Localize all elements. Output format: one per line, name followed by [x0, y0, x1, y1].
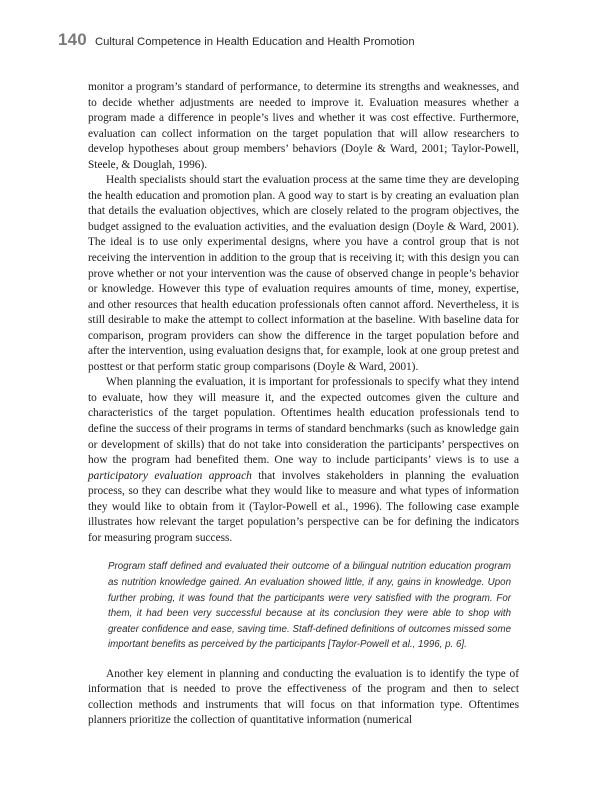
- paragraph-4: Another key element in planning and conducting the evaluation is to identify the type of information that is needed to prove the effectiveness of the program and then to select collection methods and instruments that will focus on that information type. Oftentimes planners prioritize the collection of quantitative information (numerical: [88, 667, 519, 727]
- paragraph-3-emphasis: participatory evaluation approach: [88, 469, 252, 482]
- running-header: [58, 30, 558, 50]
- page-number: 140: [58, 30, 87, 49]
- case-example-quote: Program staff defined and evaluated their outcome of a bilingual nutrition education program as nutrition knowledge gained. An evaluation showed little, if any, gains in knowledge. Upon further probing, it was found that the participants were very satisfied with the program. For them, it had been very successful because at its conclusion they were able to shop with greater confidence and ease, saving time. Staff-defined definitions of outcomes missed some important benefits as perceived by the participants [Taylor-Powell et al., 1996, p. 6].: [108, 561, 511, 651]
- paragraph-3-text-a: When planning the evaluation, it is important for professionals to specify what they intend to evaluate, how they will measure it, and the expected outcomes given the culture and characteristics of the target population. Oftentimes health education professionals tend to define the success of their programs in terms of standard benchmarks (such as knowledge gain or development of skills) that do not take into consideration the participants’ perspectives on how the program had benefited them. One way to include participants’ views is to use a: [88, 376, 519, 467]
- body-text: [88, 80, 519, 729]
- paragraph-3: [88, 375, 519, 546]
- paragraph-1: monitor a program’s standard of performance, to determine its strengths and weaknesses, and to decide whether adjustments are needed to improve it. Evaluation measures whether a program made a difference in people’s lives and whether it was cost effective. Furthermore, evaluation can collect information on the target population that will allow researchers to develop hypotheses about group members’ behaviors (Doyle & Ward, 2001; Taylor-Powell, Steele, & Douglah, 1996).: [88, 81, 519, 171]
- paragraph-2: Health specialists should start the evaluation process at the same time they are developing the health education and promotion plan. A good way to start is by creating an evaluation plan that details the evaluation objectives, which are closely related to the program objectives, the budget assigned to the evaluation activities, and the evaluation design (Doyle & Ward, 2001). The ideal is to use only experimental designs, where you have a control group that is not receiving the intervention in addition to the group that is receiving it; with this design you can prove whether or not your intervention was the cause of observed change in people’s behavior or knowledge. However this type of evaluation requires amounts of time, money, expertise, and other resources that health education professionals often cannot afford. Nevertheless, it is still desirable to make the attempt to collect information at the baseline. With baseline data for comparison, program providers can show the difference in the target population before and after the intervention, using evaluation designs that, for example, look at one group pretest and posttest or that perform static group comparisons (Doyle & Ward, 2001).: [88, 174, 519, 373]
- running-title: Cultural Competence in Health Education and Health Promotion: [94, 36, 415, 48]
- paragraph-3-text-b: that involves stakeholders in planning the evaluation process, so they can describe what they would like to measure and what types of information they would like to obtain from it (Taylor-Powell et al., 1996). The following case example illustrates how relevant the target population’s perspective can be for defining the indicators for measuring program success.: [88, 469, 519, 544]
